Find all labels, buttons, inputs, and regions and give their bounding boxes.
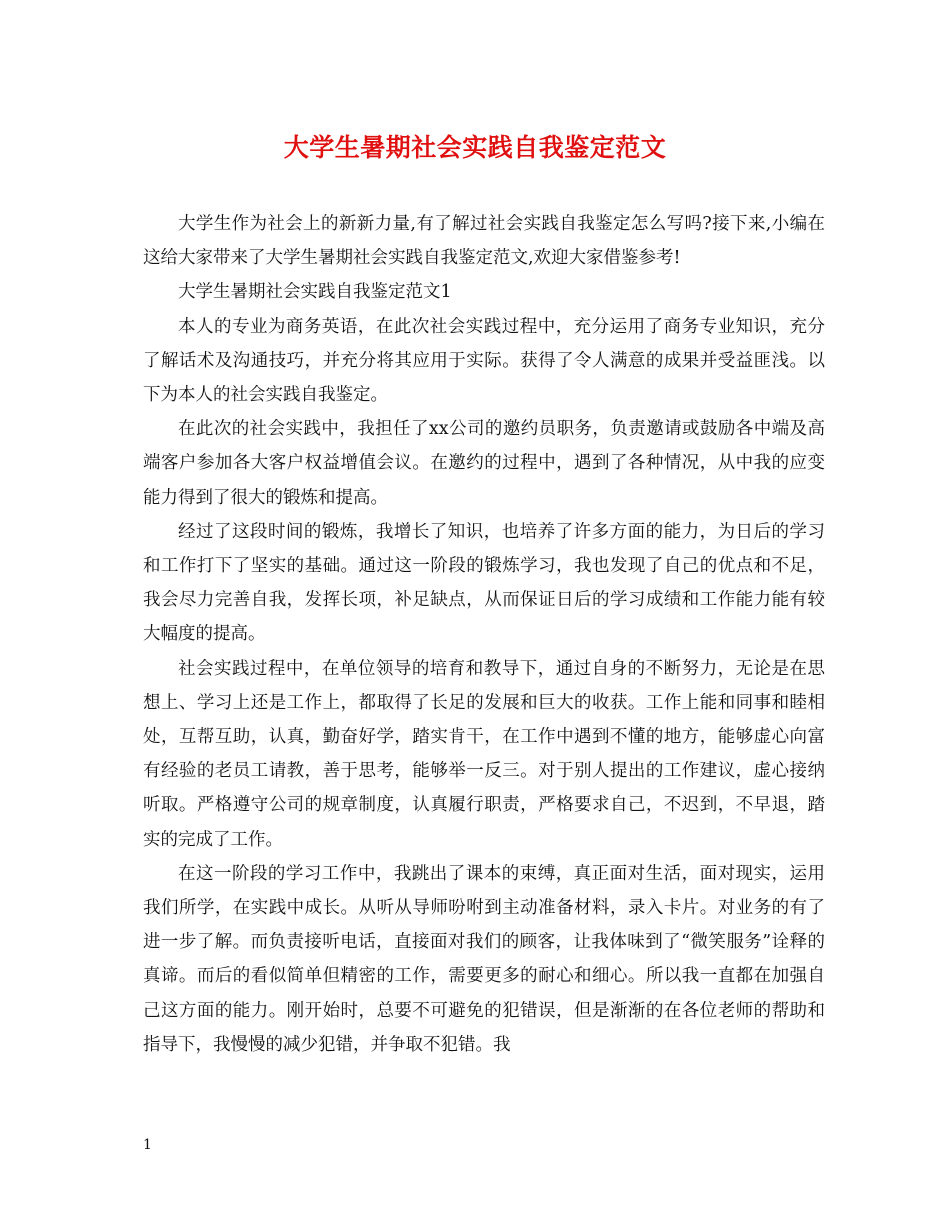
- document-title: 大学生暑期社会实践自我鉴定范文: [283, 133, 667, 162]
- document-body: [143, 207, 825, 1062]
- paragraph-intro: 大学生作为社会上的新新力量,有了解过社会实践自我鉴定怎么写吗?接下来,小编在这给大家带来了大学生暑期社会实践自我鉴定范文,欢迎大家借鉴参考!: [143, 214, 825, 269]
- paragraph-role: 在此次的社会实践中，我担任了xx公司的邀约员职务，负责邀请或鼓励各中端及高端客户参加各大客户权益增值会议。在邀约的过程中，遇到了各种情况，从中我的应变能力得到了很大的锻炼和提高。: [143, 419, 825, 508]
- paragraph-work-attitude: 社会实践过程中，在单位领导的培育和教导下，通过自身的不断努力，无论是在思想上、学习上还是工作上，都取得了长足的发展和巨大的收获。工作上能和同事和睦相处，互帮互助，认真，勤奋好学，踏实肯干，在工作中遇到不懂的地方，能够虚心向富有经验的老员工请教，善于思考，能够举一反三。对于别人提出的工作建议，虚心接纳听取。严格遵守公司的规章制度，认真履行职责，严格要求自己，不迟到，不早退，踏实的完成了工作。: [143, 658, 825, 850]
- paragraph-growth: 经过了这段时间的锻炼，我增长了知识，也培养了许多方面的能力，为日后的学习和工作打下了坚实的基础。通过这一阶段的锻炼学习，我也发现了自己的优点和不足，我会尽力完善自我，发挥长项，补足缺点，从而保证日后的学习成绩和工作能力能有较大幅度的提高。: [143, 521, 825, 645]
- paragraph-learning: 在这一阶段的学习工作中，我跳出了课本的束缚，真正面对生活，面对现实，运用我们所学，在实践中成长。从听从导师吩咐到主动准备材料，录入卡片。对业务的有了进一步了解。而负责接听电话，直接面对我们的顾客，让我体味到了“微笑服务”诠释的真谛。而后的看似简单但精密的工作，需要更多的耐心和细心。所以我一直都在加强自己这方面的能力。刚开始时，总要不可避免的犯错误，但是渐渐的在各位老师的帮助和指导下，我慢慢的减少犯错，并争取不犯错。我: [143, 863, 825, 1055]
- page-number: 1: [143, 1137, 152, 1153]
- paragraph-major: 本人的专业为商务英语，在此次社会实践过程中，充分运用了商务专业知识，充分了解话术及沟通技巧，并充分将其应用于实际。获得了令人满意的成果并受益匪浅。以下为本人的社会实践自我鉴定。: [143, 316, 825, 406]
- section-heading: 大学生暑期社会实践自我鉴定范文1: [178, 282, 452, 303]
